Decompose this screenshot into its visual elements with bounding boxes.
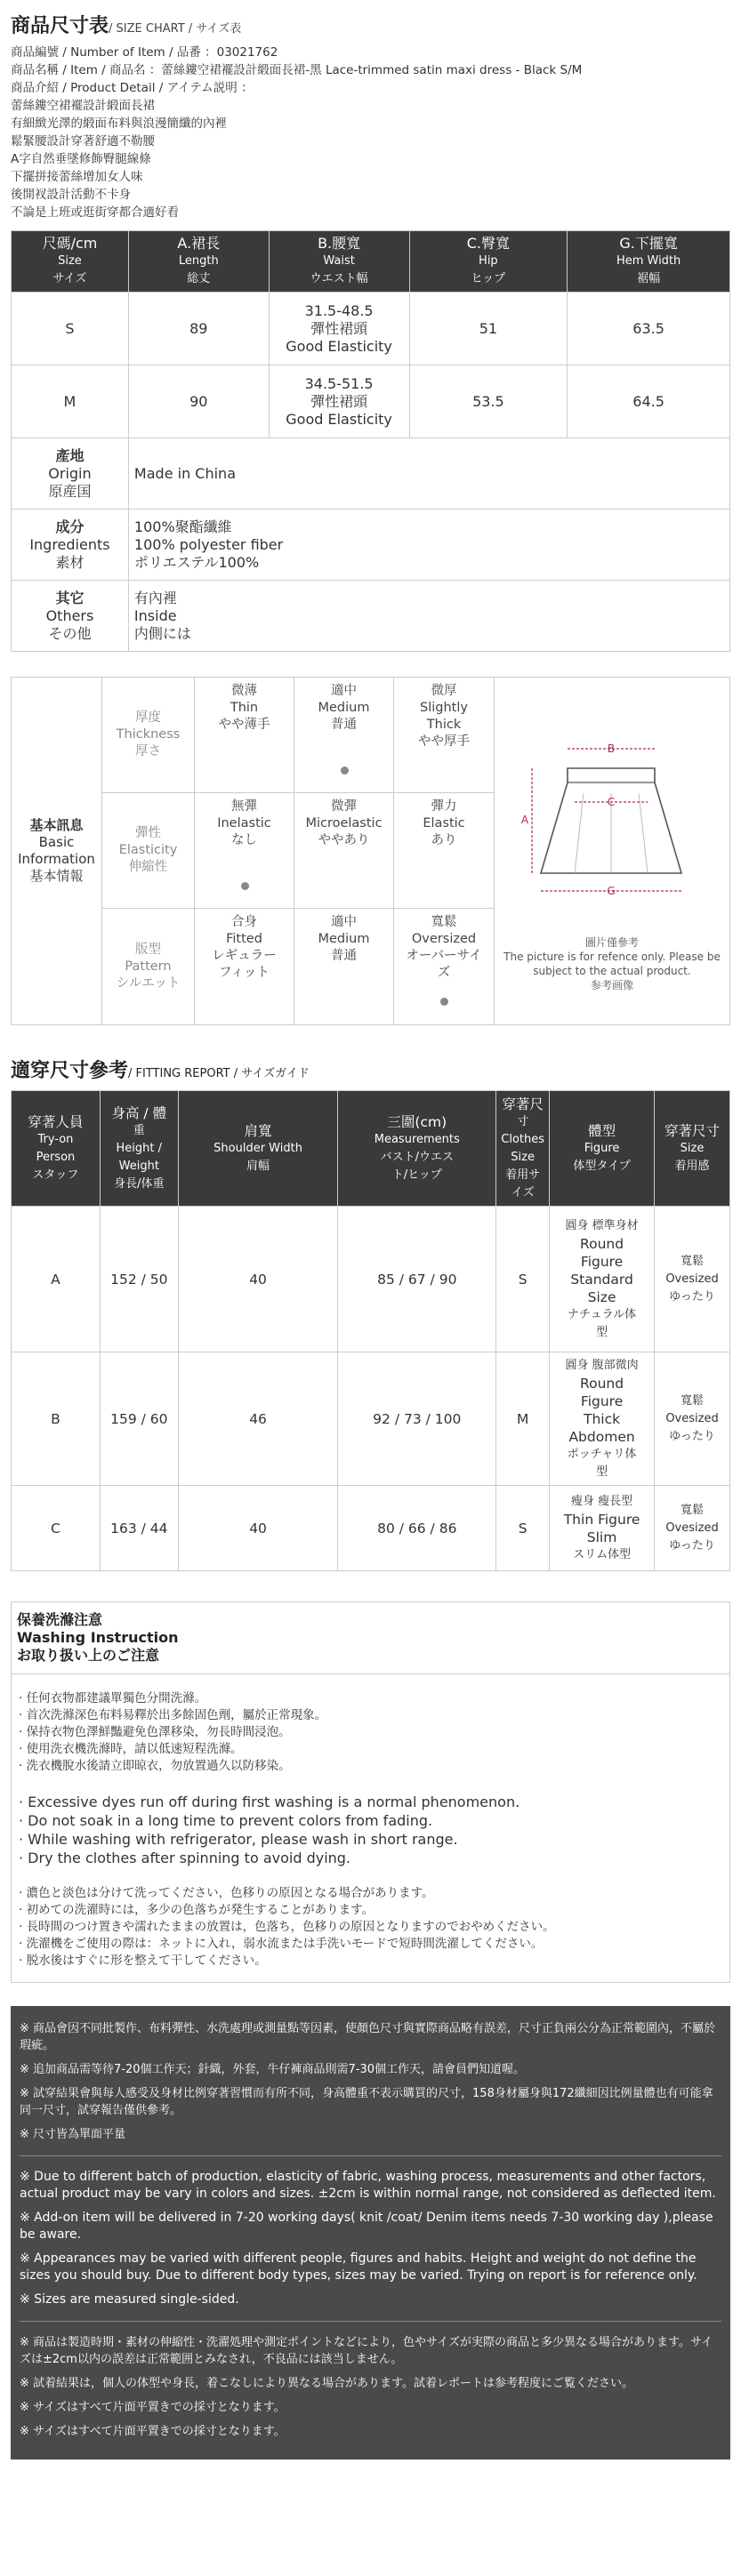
ingredients-value: 100%聚酯纖維 100% polyester fiber ポリエステル100% xyxy=(128,510,729,581)
washing-zh-line: · 使用洗衣機洗滌時，請以低速短程洗滌。 xyxy=(19,1742,243,1756)
size-value: M xyxy=(12,365,129,438)
length-value: 90 xyxy=(128,365,269,438)
elasticity-option-inelastic: 無彈 Inelastic なし xyxy=(195,793,294,908)
height-weight-value: 163 / 44 xyxy=(100,1486,178,1571)
hip-value: 53.5 xyxy=(409,365,568,438)
hem-value: 64.5 xyxy=(568,365,730,438)
note-en: ※ Add-on item will be delivered in 7-20 working days( knit /coat/ Denim items needs 7-30 working day ),please be aware. xyxy=(20,2211,713,2242)
washing-jp-line: · 濃色と淡色は分けて洗ってください，色移りの原因となる場合があります。 xyxy=(19,1886,434,1900)
product-detail-text: 後開衩設計活動不卡身 xyxy=(11,188,131,202)
product-detail-line: 商品介紹 / Product Detail / アイテム説明 ： xyxy=(11,81,254,95)
col-fit: 穿著尺寸 Size 着用感 xyxy=(655,1091,730,1207)
note-zh: ※ 追加商品需等待7-20個工作天；針織，外套，牛仔褲商品則需7-30個工作天，請會員們知道喔。 xyxy=(20,2063,526,2076)
col-size: 尺碼/cm Size サイズ xyxy=(12,231,129,293)
ingredients-row xyxy=(12,510,730,581)
washing-jp-line: · 初めての洗濯時には，多少の色落ちが発生することがあります。 xyxy=(19,1903,375,1917)
washing-en-line: · Do not soak in a long time to prevent colors from fading. xyxy=(19,1812,433,1829)
note-zh: ※ 商品會因不同批製作、布料彈性、水洗處理或測量點等因素，使顏色尺寸與實際商品略有誤差，尺寸正負兩公分為正常範圍內，不屬於瑕疵。 xyxy=(20,2022,716,2052)
waist-value: 34.5-51.5 彈性裙頭 Good Elasticity xyxy=(269,365,409,438)
figure-value: 圓身 腹部微肉 Round Figure Thick Abdomen ポッチャリ体 型 xyxy=(550,1352,655,1486)
waist-value: 31.5-48.5 彈性裙頭 Good Elasticity xyxy=(269,293,409,365)
selected-dot xyxy=(241,882,249,890)
size-chart-title-main: 商品尺寸表 xyxy=(11,15,109,37)
clothes-size-value: S xyxy=(496,1207,550,1352)
pattern-option-oversized: 寬鬆 Oversized オーバーサイ ズ xyxy=(394,909,494,1024)
washing-zh-line: · 首次洗滌深色布料易釋於出多餘固色劑，屬於正常現象。 xyxy=(19,1708,327,1722)
origin-row xyxy=(12,438,730,510)
clothes-size-value: M xyxy=(496,1352,550,1486)
hem-value: 63.5 xyxy=(568,293,730,365)
item-number-line: 商品編號 / Number of Item / 品番 ：03021762 xyxy=(11,45,278,60)
table-row xyxy=(12,365,730,438)
elasticity-row xyxy=(102,793,494,909)
hip-value: 51 xyxy=(409,293,568,365)
note-en: ※ Due to different batch of production, elasticity of fabric, washing process, measurements and other factors, actual product may be vary in colors and sizes. ±2cm is within normal range, not considered as deflected item. xyxy=(20,2170,716,2201)
others-value: 有內裡 Inside 内側には xyxy=(128,581,729,652)
washing-zh-line: · 保持衣物色澤鮮豔避免色澤移染，勿長時間浸泡。 xyxy=(19,1725,291,1739)
note-zh: ※ 試穿結果會與每人感受及身材比例穿著習慣而有所不同，身高體重不表示購買的尺寸，158身材屬身與172纖細因比例量體也有可能拿同一尺寸，試穿報告僅供參考。 xyxy=(20,2087,713,2117)
measurements-value: 85 / 67 / 90 xyxy=(338,1207,496,1352)
fit-value: 寬鬆 Ovesized ゆったり xyxy=(655,1486,730,1571)
washing-jp-line: · 長時間のつけ置きや濡れたままの放置は，色落ち，色移りの原因となりますのでおやめください。 xyxy=(19,1920,555,1934)
clothes-size-value: S xyxy=(496,1486,550,1571)
product-detail-text: 鬆緊腰設計穿著舒適不勒腰 xyxy=(11,134,155,148)
product-detail-text: 有細緻光澤的緞面布料與浪漫簡纖的內裡 xyxy=(11,116,227,131)
thickness-option-medium: 適中 Medium 普通 xyxy=(294,678,394,792)
item-name-line: 商品名稱 / Item / 商品名 ：蕾絲鏤空裙襬設計緞面長裙-黑 Lace-trimmed satin maxi dress - Black S/M xyxy=(11,63,583,77)
col-length: A.裙長 Length 総丈 xyxy=(128,231,269,293)
product-detail-text: A字自然垂墜修飾臀腿線條 xyxy=(11,152,151,166)
table-row xyxy=(12,1207,730,1352)
selected-dot xyxy=(341,766,349,774)
elasticity-option-micro: 微彈 Microelastic ややあり xyxy=(294,793,394,908)
fit-value: 寬鬆 Ovesized ゆったり xyxy=(655,1352,730,1486)
pattern-head: 版型 Pattern シルエット xyxy=(102,909,195,1024)
note-en: ※ Appearances may be varied with different people, figures and habits. Height and weight do not define the sizes you should buy. Due to different body types, sizes may be varied. Trying on report is for reference only. xyxy=(20,2251,697,2283)
basic-info-grid xyxy=(102,678,494,1024)
note-zh: ※ 尺寸皆為單面平量 xyxy=(20,2128,126,2141)
washing-zh-line: · 任何衣物都建議單獨色分開洗滌。 xyxy=(19,1691,207,1705)
figure-label-a: A xyxy=(520,814,529,826)
product-detail-text: 下擺拼接蕾絲增加女人味 xyxy=(11,170,143,184)
elasticity-option-elastic: 彈力 Elastic あり xyxy=(423,799,465,847)
thickness-option-thin: 微薄 Thin やや薄手 xyxy=(195,678,294,792)
col-hem-width: G.下擺寬 Hem Width 裾幅 xyxy=(568,231,730,293)
product-header xyxy=(0,0,741,221)
note-en: ※ Sizes are measured single-sided. xyxy=(20,2292,239,2307)
size-chart-title-sub: / SIZE CHART / サイズ表 xyxy=(109,22,242,36)
fitting-report-title: 適穿尺寸參考/ FITTING REPORT / サイズガイド xyxy=(11,1060,310,1082)
shoulder-value: 40 xyxy=(178,1207,338,1352)
col-measurements: 三圍(cm) Measurements バスト/ウエス ト/ヒップ xyxy=(338,1091,496,1207)
washing-jp-line: · 脱水後はすぐに形を整えて干してください。 xyxy=(19,1954,267,1968)
washing-en-line: · Dry the clothes after spinning to avoid dying. xyxy=(19,1850,351,1866)
person-value: A xyxy=(12,1207,101,1352)
table-row xyxy=(12,1352,730,1486)
shoulder-value: 46 xyxy=(178,1352,338,1486)
size-chart-title xyxy=(11,11,730,38)
col-height-weight: 身高 / 體 重 Height / Weight 身長/体重 xyxy=(100,1091,178,1207)
product-detail-text: 不論是上班或逛街穿都合適好看 xyxy=(11,205,179,220)
fitting-table xyxy=(11,1090,730,1571)
product-detail-text: 蕾絲鏤空裙襬設計緞面長裙 xyxy=(11,99,155,113)
origin-label: 產地 Origin 原産国 xyxy=(12,438,129,510)
others-label: 其它 Others その他 xyxy=(12,581,129,652)
figure-value: 瘦身 瘦長型 Thin Figure Slim スリム体型 xyxy=(550,1486,655,1571)
note-jp: ※ サイズはすべて片面平置きでの採寸となります。 xyxy=(20,2425,286,2438)
figure-label-c: C xyxy=(607,796,616,808)
skirt-diagram xyxy=(512,713,713,918)
fit-value: 寬鬆 Ovesized ゆったり xyxy=(655,1207,730,1352)
figure-caption: 圖片僅參考 The picture is for refence only. Please be subject to the actual product. 参考画像 xyxy=(503,936,721,991)
figure-value: 圓身 標準身材 Round Figure Standard Size ナチュラル体 型 xyxy=(550,1207,655,1352)
measurements-value: 92 / 73 / 100 xyxy=(338,1352,496,1486)
ingredients-label: 成分 Ingredients 素材 xyxy=(12,510,129,581)
others-row xyxy=(12,581,730,652)
col-shoulder: 肩寬 Shoulder Width 肩幅 xyxy=(178,1091,338,1207)
product-info-lines xyxy=(11,44,730,221)
shoulder-value: 40 xyxy=(178,1486,338,1571)
thickness-head: 厚度 Thickness 厚さ xyxy=(102,678,195,792)
col-hip: C.臀寬 Hip ヒップ xyxy=(409,231,568,293)
col-waist: B.腰寬 Waist ウエスト幅 xyxy=(269,231,409,293)
pattern-option-medium: 適中 Medium 普通 xyxy=(294,909,394,1024)
note-jp: ※ 商品は製造時期・素材の伸縮性・洗濯処理や測定ポイントなどにより，色やサイズが実際の商品と多少異なる場合があります。サイズは±2cm以内の誤差は正常範囲とみなされ，不良品には該当しません。 xyxy=(20,2336,713,2366)
elasticity-head: 彈性 Elasticity 伸縮性 xyxy=(102,793,195,908)
notes-panel xyxy=(11,2006,730,2460)
col-person: 穿著人員 Try-on Person スタッフ xyxy=(12,1091,101,1207)
note-jp: ※ サイズはすべて片面平置きでの採寸となります。 xyxy=(20,2401,286,2414)
height-weight-value: 159 / 60 xyxy=(100,1352,178,1486)
pattern-row xyxy=(102,909,494,1024)
size-table xyxy=(11,230,730,652)
figure-label-g: G xyxy=(607,885,616,897)
pattern-option-fitted: 合身 Fitted レギュラー フィット xyxy=(195,909,294,1024)
length-value: 89 xyxy=(128,293,269,365)
col-figure: 體型 Figure 体型タイプ xyxy=(550,1091,655,1207)
col-clothes-size: 穿著尺 寸 Clothes Size 着用サ イズ xyxy=(496,1091,550,1207)
washing-heading: 保養洗滌注意 Washing Instruction お取り扱い上のご注意 xyxy=(12,1602,729,1674)
basic-information-panel xyxy=(11,677,730,1025)
washing-instruction xyxy=(11,1601,730,1983)
origin-value: Made in China xyxy=(128,438,729,510)
height-weight-value: 152 / 50 xyxy=(100,1207,178,1352)
size-table-header xyxy=(12,231,730,293)
basic-info-label: 基本訊息 Basic Information 基本情報 xyxy=(12,678,102,1024)
person-value: C xyxy=(12,1486,101,1571)
figure-label-b: B xyxy=(607,742,616,755)
washing-jp-line: · 洗濯機をご使用の際は：ネットに入れ，弱水流または手洗いモードで短時間洗濯してください。 xyxy=(19,1937,544,1951)
measurements-value: 80 / 66 / 86 xyxy=(338,1486,496,1571)
skirt-figure-panel xyxy=(494,678,729,1024)
washing-en-line: · Excessive dyes run off during first washing is a normal phenomenon. xyxy=(19,1794,520,1810)
fitting-table-header xyxy=(12,1091,730,1207)
table-row xyxy=(12,1486,730,1571)
person-value: B xyxy=(12,1352,101,1486)
table-row xyxy=(12,293,730,365)
size-value: S xyxy=(12,293,129,365)
note-jp: ※ 試着結果は，個人の体型や身長，着こなしにより異なる場合があります。試着レポートは参考程度にご覧ください。 xyxy=(20,2377,633,2390)
thickness-option-thick: 微厚 Slightly Thick やや厚手 xyxy=(418,684,470,749)
washing-body xyxy=(12,1674,729,1982)
selected-dot xyxy=(440,998,448,1006)
thickness-row xyxy=(102,678,494,793)
washing-zh-line: · 洗衣機脫水後請立即晾衣，勿放置過久以防移染。 xyxy=(19,1759,291,1773)
washing-en-line: · While washing with refrigerator, please wash in short range. xyxy=(19,1831,458,1848)
